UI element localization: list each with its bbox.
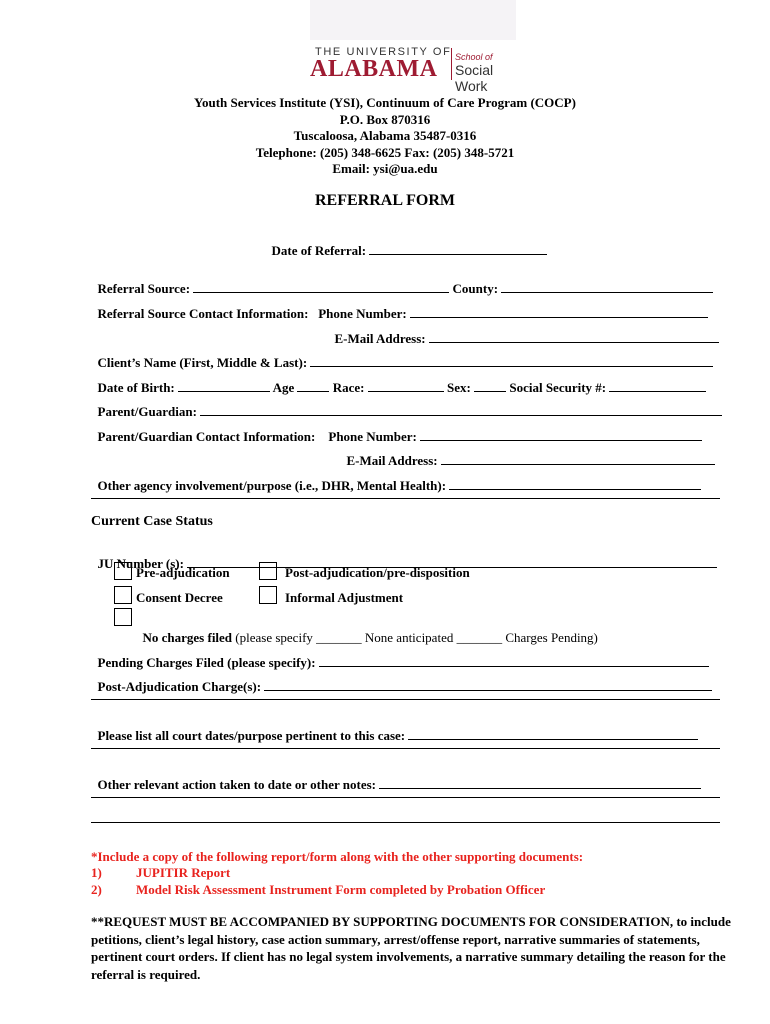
referral-phone-label: Phone Number: <box>318 306 407 321</box>
university-logo <box>310 46 520 94</box>
referral-contact-label: Referral Source Contact Information: <box>97 306 309 321</box>
post-adj-charges-row <box>91 663 712 695</box>
header-line-2: P.O. Box 870316 <box>339 111 431 127</box>
post-adjudication-label: Post-adjudication/pre-disposition <box>285 565 470 580</box>
consent-decree-checkbox[interactable] <box>114 586 132 604</box>
county-label: County: <box>452 281 499 296</box>
no-charges-specify-text: (please specify _______ None anticipated _______ Charges Pending) <box>235 630 598 645</box>
other-action-row <box>91 761 701 793</box>
logo-school-of: School of <box>455 52 493 62</box>
client-name-label: Client’s Name (First, Middle & Last): <box>97 355 308 370</box>
parent-guardian-label: Parent/Guardian: <box>97 404 197 419</box>
other-action-label: Other relevant action taken to date or other notes: <box>97 777 376 792</box>
logo-divider <box>451 48 452 80</box>
other-action-field[interactable] <box>379 777 701 789</box>
post-adj-charges-field[interactable] <box>264 679 712 691</box>
header-line-1: Youth Services Institute (YSI), Continuum of Care Program (COCP) <box>194 95 576 110</box>
other-agency-line-2[interactable] <box>91 498 720 499</box>
pre-adjudication-checkbox[interactable] <box>114 562 132 580</box>
dob-label: Date of Birth: <box>97 380 175 395</box>
pre-adjudication-label: Pre-adjudication <box>136 565 230 580</box>
include-item-2 <box>91 882 102 898</box>
referral-email-label: E-Mail Address: <box>334 331 426 346</box>
include-item-1-text: JUPITIR Report <box>136 865 231 880</box>
logo-alabama-text: ALABAMA <box>310 56 438 82</box>
include-item-2-number: 2) <box>91 882 102 897</box>
include-item-2-text: Model Risk Assessment Instrument Form completed by Probation Officer <box>136 882 546 897</box>
parent-email-label: E-Mail Address: <box>346 453 438 468</box>
no-charges-filed-label: No charges filed <box>142 630 233 645</box>
header-line-3: Tuscaloosa, Alabama 35487-0316 <box>293 128 477 143</box>
parent-phone-label: Phone Number: <box>328 429 417 444</box>
court-dates-line-2[interactable] <box>91 748 720 749</box>
court-dates-field[interactable] <box>408 728 698 740</box>
header-line-5: Email: ysi@ua.edu <box>332 161 438 176</box>
informal-adjustment-checkbox[interactable] <box>259 586 277 604</box>
post-adjudication-checkbox[interactable] <box>259 562 277 580</box>
include-note-heading: *Include a copy of the following report/form along with the other supporting documents: <box>91 849 584 864</box>
logo-social-work: Social Work <box>455 62 494 94</box>
court-dates-label: Please list all court dates/purpose pertinent to this case: <box>97 728 406 743</box>
post-adj-charges-label: Post-Adjudication Charge(s): <box>97 679 262 694</box>
include-item-1-number: 1) <box>91 865 102 880</box>
sex-label: Sex: <box>447 380 471 395</box>
other-agency-row <box>91 462 701 494</box>
referral-source-label: Referral Source: <box>97 281 191 296</box>
logo-university-text: THE UNIVERSITY OF <box>315 46 452 58</box>
include-item-1 <box>91 865 102 881</box>
ju-number-label: JU Number (s): <box>97 556 184 571</box>
race-label: Race: <box>332 380 365 395</box>
consent-decree-label: Consent Decree <box>136 590 223 605</box>
date-of-referral-field[interactable] <box>369 243 547 255</box>
no-charges-filed-checkbox[interactable] <box>114 608 132 626</box>
other-agency-label: Other agency involvement/purpose (i.e., DHR, Mental Health): <box>97 478 447 493</box>
court-dates-row <box>91 712 698 744</box>
informal-adjustment-label: Informal Adjustment <box>285 590 404 605</box>
date-of-referral-row <box>265 227 547 259</box>
institute-header <box>0 95 770 178</box>
parent-contact-label: Parent/Guardian Contact Information: <box>97 429 316 444</box>
request-note: **REQUEST MUST BE ACCOMPANIED BY SUPPORTING DOCUMENTS FOR CONSIDERATION, to include petitions, client’s legal history, case action summary, arrest/offense report, narrative summaries of statements, pertinent court orders. If client has no legal system involvements, a narrative summary detailing the reason for the referral is required. <box>91 914 731 982</box>
header-line-4: Telephone: (205) 348-6625 Fax: (205) 348-5721 <box>255 144 515 160</box>
case-status-heading: Current Case Status <box>91 514 213 529</box>
other-agency-field[interactable] <box>449 478 701 490</box>
form-title: REFERRAL FORM <box>315 192 455 209</box>
pending-charges-label: Pending Charges Filed (please specify): <box>97 655 316 670</box>
date-of-referral-label: Date of Referral: <box>271 243 367 258</box>
age-label: Age <box>272 380 295 395</box>
other-action-line-2[interactable] <box>91 797 720 798</box>
post-adj-charges-line-2[interactable] <box>91 699 720 700</box>
ssn-label: Social Security #: <box>509 380 607 395</box>
header-band <box>310 0 516 40</box>
other-action-line-3[interactable] <box>91 822 720 823</box>
